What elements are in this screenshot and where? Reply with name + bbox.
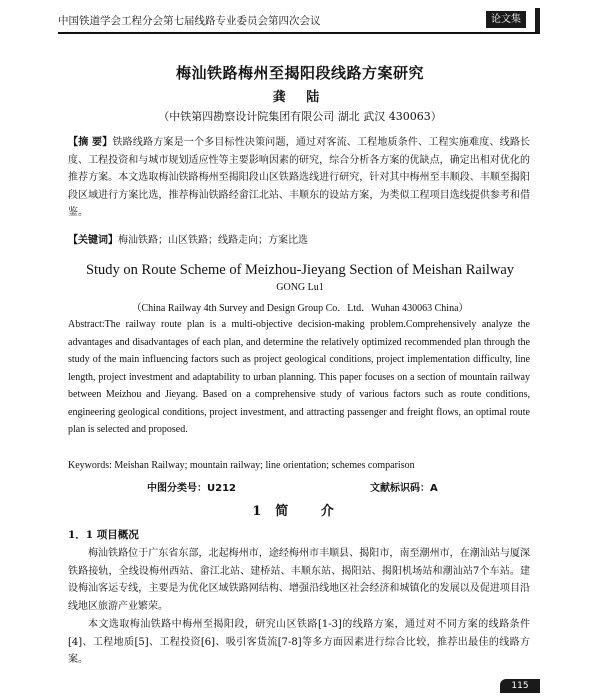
abstract-cn [68, 134, 530, 222]
class-number: 中图分类号：U212 [147, 483, 236, 494]
affiliation-en: （China Railway 4th Survey and Design Group Co．Ltd．Wuhan 430063 China） [131, 303, 469, 314]
header-bar [535, 8, 540, 32]
body-paragraph-1: 梅汕铁路位于广东省东部，北起梅州市，途经梅州市丰顺县、揭阳市，南至潮州市，在潮汕站与厦深铁路接轨，全线设梅州西站、畲江北站、建桥站、丰顺东站、揭阳站、揭阳机场站和潮汕站7个车站。建设梅汕客运专线，主要是为优化区域铁路网结构、增强沿线地区社会经济和城镇化的发展以及促进项目沿线地区旅游产业繁荣。 [68, 548, 530, 612]
subsection-title: 1．1 项目概况 [68, 529, 139, 541]
abstract-cn-text: 铁路线路方案是一个多目标性决策问题，通过对客流、工程地质条件、工程实施难度、线路长度、工程投资和与城市规划适应性等主要影响因素的研究，综合分析各方案的优缺点，确定出相对优化的推荐方案。本文选取梅汕铁路梅州至揭阳段山区铁路选线进行研究，针对其中梅州至丰顺段、丰顺至揭阳段区域进行方案比选，推荐梅汕铁路经畲江北站、丰顺东的设站方案，为类似工程项目选线提供参考和借鉴。 [68, 137, 531, 218]
abstract-cn-label: 【摘 要】 [68, 137, 113, 148]
page-number: 115 [500, 679, 540, 693]
document-code: 文献标识码：A [370, 483, 438, 494]
author-cn: 龚 陆 [272, 90, 328, 105]
affiliation-cn: （中铁第四勘察设计院集团有限公司 湖北 武汉 430063） [158, 110, 442, 123]
author-en: GONG Lu1 [276, 282, 324, 293]
section-title: 1简 介 [252, 504, 348, 519]
keywords-en: Keywords: Meishan Railway; mountain railway; line orientation; schemes comparison [68, 460, 415, 471]
abstract-en: Abstract:The railway route plan is a multi-objective decision-making problem.Comprehensively analyze the advantages and disadvantages of each plan, and determine the relatively optimized recommended plan through the study of the main influencing factors such as project geological conditions, project implementation difficulty, line length, project investment and adaptability to urban planning. This paper focuses on a section of mountain railway between Meizhou and Jieyang. Based on a comprehensive study of various factors such as route conditions, engineering geological conditions, project investment, and attracting passenger and freight flows, an optimal route plan is selected and proposed. [68, 319, 530, 435]
keywords-cn [68, 232, 530, 250]
running-header [58, 8, 540, 34]
body-paragraph-2: 本文选取梅汕铁路中梅州至揭阳段，研究山区铁路[1-3]的线路方案，通过对不同方案的线路条件[4]、工程地质[5]、工程投资[6]、吸引客货流[7-8]等多方面因素进行综合比较，推荐出最佳的线路方案。 [68, 619, 530, 665]
paper-title-en: Study on Route Scheme of Meizhou-Jieyang Section of Meishan Railway [85, 262, 515, 278]
header-text: 中国铁道学会工程分会第七届线路专业委员会第四次会议 [58, 15, 321, 27]
header-badge: 论文集 [486, 11, 526, 28]
paper-title-cn: 梅汕铁路梅州至揭阳段线路方案研究 [175, 64, 424, 82]
keywords-cn-label: 【关键词】 [68, 235, 118, 246]
keywords-cn-text: 梅汕铁路；山区铁路；线路走向；方案比选 [118, 235, 308, 246]
